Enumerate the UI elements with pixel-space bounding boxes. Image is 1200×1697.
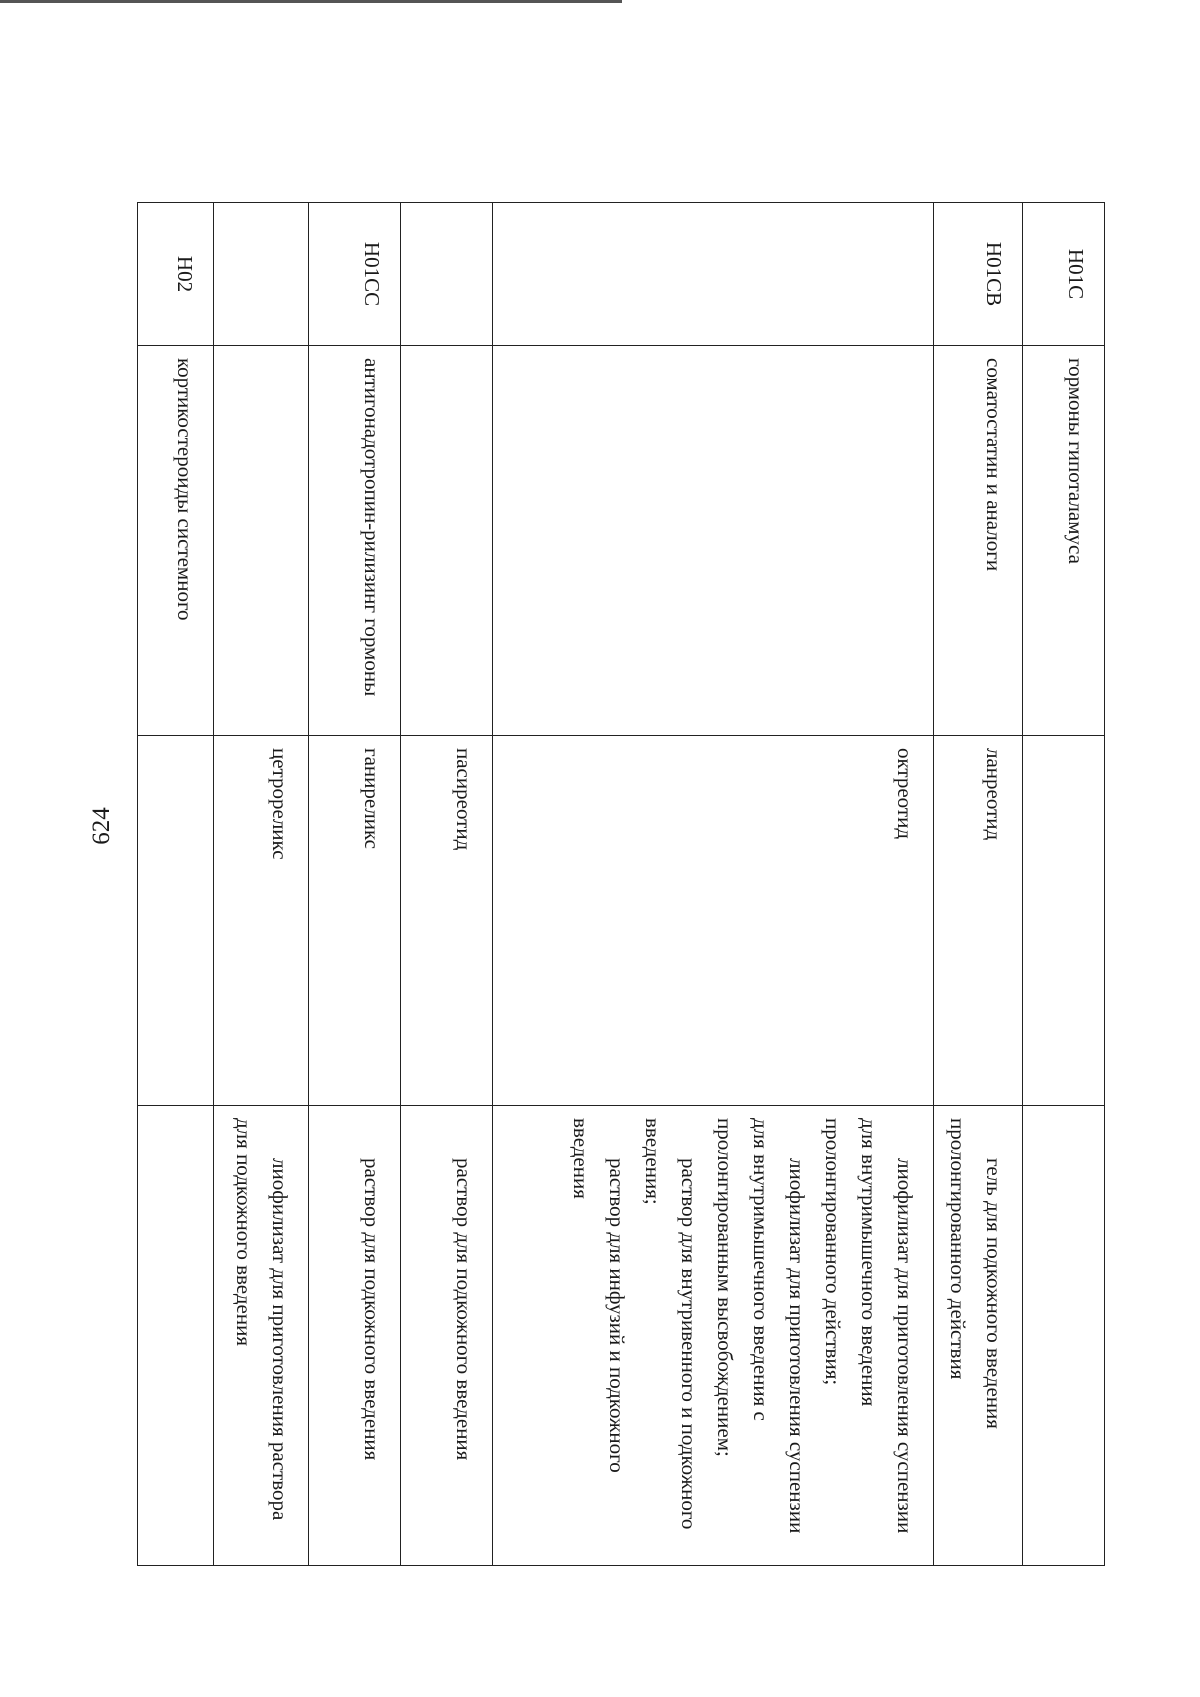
dosage-form: лиофилизат для приготовления суспензии для внутримышечного введения с пролонгированным высвобождением; — [712, 1118, 809, 1534]
drug-table — [137, 202, 1105, 1566]
forms-cell — [309, 1106, 401, 1566]
dosage-form: лиофилизат для приготовления раствора для подкожного введения — [232, 1118, 293, 1521]
group-cell — [493, 346, 934, 736]
group-cell: антигонадотропин-рилизинг гормоны — [309, 346, 401, 736]
atc-code-cell: H01CB — [933, 203, 1023, 346]
table-row — [933, 203, 1023, 1566]
forms-cell — [401, 1106, 493, 1566]
table-wrapper — [137, 202, 1105, 1565]
forms-cell — [493, 1106, 934, 1566]
forms-cell — [1023, 1106, 1105, 1566]
group-cell: соматостатин и аналоги — [933, 346, 1023, 736]
drug-cell: ганиреликс — [309, 736, 401, 1106]
dosage-form: раствор для внутривенного и подкожного введения; — [640, 1118, 701, 1530]
atc-code-cell — [493, 203, 934, 346]
atc-code-cell: H02 — [138, 203, 214, 346]
group-cell: гормоны гипоталамуса — [1023, 346, 1105, 736]
atc-code-cell — [213, 203, 309, 346]
drug-cell: ланреотид — [933, 736, 1023, 1106]
atc-code-cell: H01CC — [309, 203, 401, 346]
atc-code-cell: H01C — [1023, 203, 1105, 346]
table-row — [493, 203, 934, 1566]
drug-cell — [1023, 736, 1105, 1106]
table-row — [401, 203, 493, 1566]
dosage-form: гель для подкожного введения пролонгированного действия — [946, 1118, 1007, 1429]
drug-cell — [138, 736, 214, 1106]
top-rule — [0, 0, 622, 3]
dosage-form: раствор для инфузий и подкожного введения — [568, 1118, 629, 1473]
table-row — [1023, 203, 1105, 1566]
drug-cell: цетрореликс — [213, 736, 309, 1106]
forms-cell — [933, 1106, 1023, 1566]
dosage-form: лиофилизат для приготовления суспензии для внутримышечного введения пролонгированного действия; — [820, 1118, 917, 1534]
group-cell — [401, 346, 493, 736]
forms-cell — [138, 1106, 214, 1566]
table-row — [138, 203, 214, 1566]
forms-cell — [213, 1106, 309, 1566]
group-cell — [213, 346, 309, 736]
table-row — [309, 203, 401, 1566]
drug-cell: пасиреотид — [401, 736, 493, 1106]
page-number: 624 — [88, 807, 115, 845]
drug-cell: октреотид — [493, 736, 934, 1106]
atc-code-cell — [401, 203, 493, 346]
dosage-form: раствор для подкожного введения — [360, 1158, 385, 1461]
rotated-table-container — [137, 202, 1105, 1565]
dosage-form: раствор для подкожного введения — [452, 1158, 476, 1461]
table-row — [213, 203, 309, 1566]
group-cell: кортикостероиды системного — [138, 346, 214, 736]
